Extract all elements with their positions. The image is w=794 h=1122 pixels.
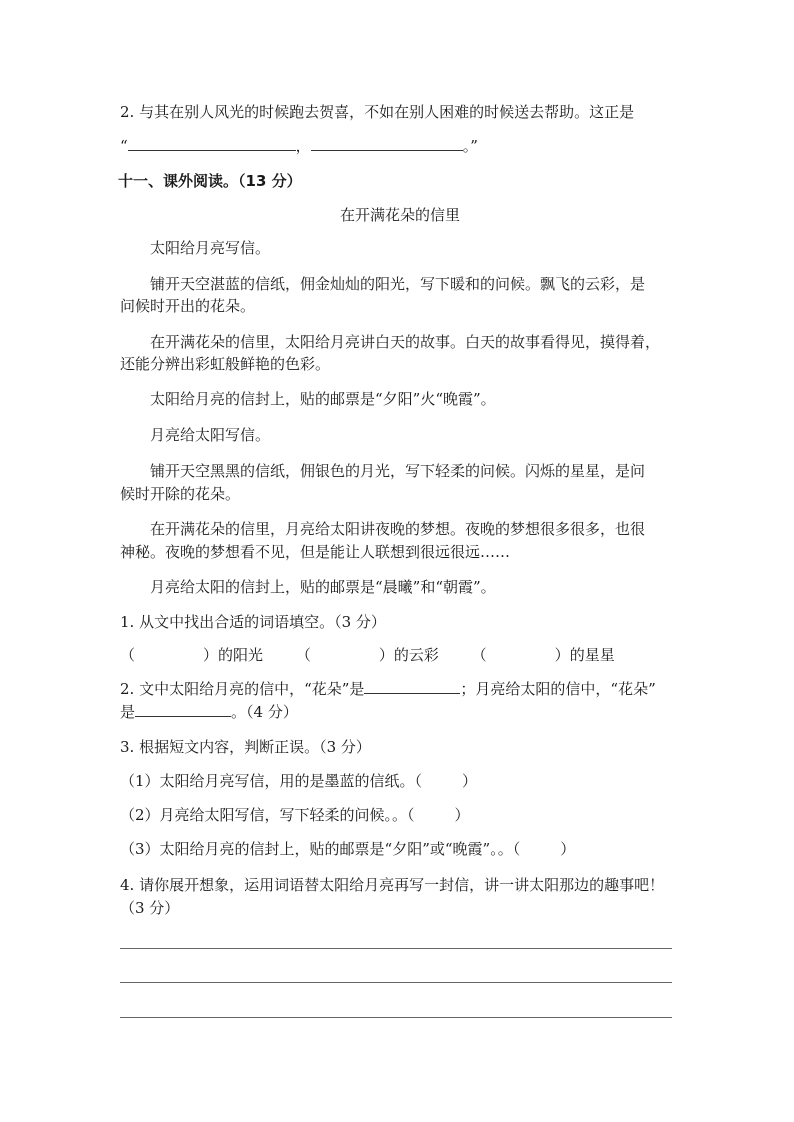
question-4-line-2: （3 分） [120,899,180,917]
question-2-line-2: 是 。（4 分） [120,700,680,723]
question-3-item-2: （2）月亮给太阳写信，写下轻柔的问候。。（ ） [120,806,470,824]
question-1: 1. 从文中找出合适的词语填空。（3 分） [120,613,386,631]
passage-paragraph-2-line-1: 铺开天空湛蓝的信纸，佣金灿灿的阳光，写下暖和的问候。飘飞的云彩，是 [150,275,646,293]
passage-paragraph-7-line-1: 在开满花朵的信里，月亮给太阳讲夜晚的梦想。夜晚的梦想很多很多，也很 [150,520,646,538]
section-heading: 十一、课外阅读。（13 分） [118,172,302,190]
passage-paragraph-3-line-1: 在开满花朵的信里，太阳给月亮讲白天的故事。白天的故事看得见，摸得着， [150,333,661,351]
passage-paragraph-4: 太阳给月亮的信封上，贴的邮票是“夕阳”火“晚霞”。 [150,390,496,408]
question-3-item-3: （3）太阳给月亮的信封上，贴的邮票是“夕阳”或“晚霞”。。（ ） [120,840,576,858]
passage-paragraph-6-line-1: 铺开天空黑黑的信纸，佣银色的月光，写下轻柔的问候。闪烁的星星，是问 [150,462,646,480]
writing-line[interactable] [120,982,672,983]
answer-blank[interactable] [135,700,231,717]
question-3: 3. 根据短文内容，判断正误。（3 分） [120,738,371,756]
passage-paragraph-6-line-2: 候时开除的花朵。 [120,485,241,503]
passage-paragraph-1: 太阳给月亮写信。 [150,239,271,257]
answer-blank[interactable] [311,134,463,151]
passage-paragraph-7-line-2: 神秘。夜晚的梦想看不见，但是能让人联想到很远很远…… [120,543,511,561]
answer-blank[interactable] [128,134,296,151]
passage-paragraph-3-line-2: 还能分辨出彩虹般鲜艳的色彩。 [120,355,331,373]
writing-line[interactable] [120,948,672,949]
passage-title: 在开满花朵的信里 [339,206,460,224]
passage-paragraph-5: 月亮给太阳写信。 [150,426,271,444]
question-2-line-1: 2. 文中太阳给月亮的信中，“花朵”是 ；月亮给太阳的信中，“花朵” [120,677,680,700]
passage-paragraph-2-line-2: 问候时开出的花朵。 [120,297,256,315]
question-3-item-1: （1）太阳给月亮写信，用的是墨蓝的信纸。（ ） [120,772,478,790]
prev-question-2-text: 2. 与其在别人风光的时候跑去贺喜，不如在别人困难的时候送去帮助。这正是 [120,103,635,121]
passage-paragraph-8: 月亮给太阳的信封上，贴的邮票是“晨曦”和“朝霞”。 [150,578,496,596]
answer-blank[interactable] [364,677,460,694]
question-4-line-1: 4. 请你展开想象，运用词语替太阳给月亮再写一封信，讲一讲太阳那边的趣事吧！ [120,876,665,894]
writing-line[interactable] [120,1017,672,1018]
question-1-blanks: （ ）的阳光 （ ）的云彩 （ ）的星星 [120,646,615,664]
prev-question-2-answer-line: “ ， 。” [120,134,680,157]
